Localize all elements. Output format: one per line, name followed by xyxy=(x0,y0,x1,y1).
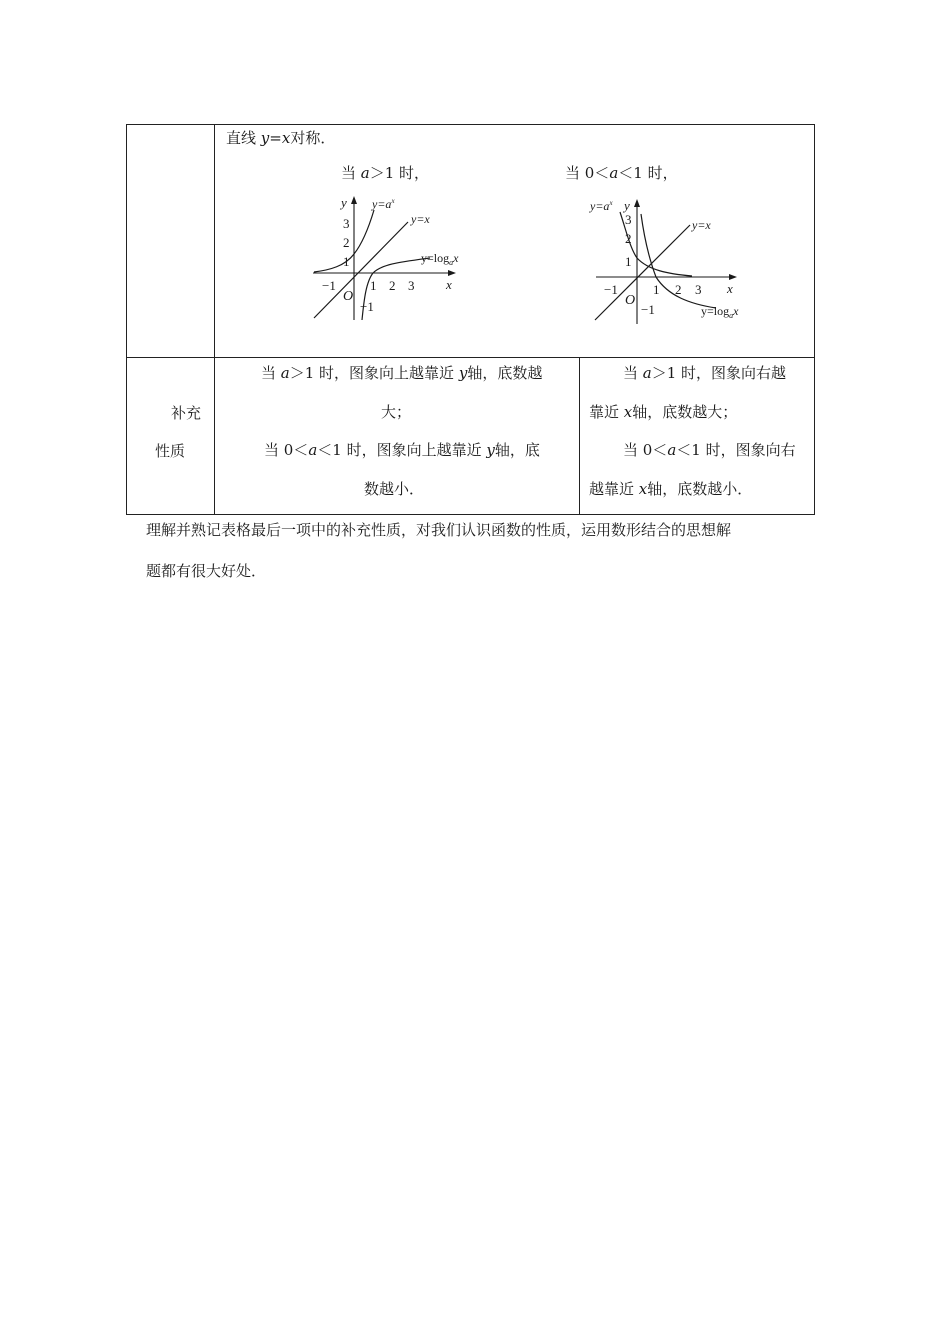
text-span: 靠近 xyxy=(589,403,624,421)
y-tick-1: 1 xyxy=(343,254,350,269)
identity-label: y=x xyxy=(411,212,430,226)
y-tick-2: 2 xyxy=(625,231,632,246)
exp-property-gt1 xyxy=(261,363,542,383)
case-lt1-var: a xyxy=(609,164,619,182)
symmetry-prefix: 直线 xyxy=(226,129,261,147)
y-tick-neg1: −1 xyxy=(641,302,655,317)
case-a-greater-than-1 xyxy=(341,163,429,183)
y-axis-arrow xyxy=(634,199,640,207)
identity-label: y=x xyxy=(692,218,711,232)
case-gt1-suffix: ＞1 时， xyxy=(369,164,430,182)
text-span: 轴，底 xyxy=(494,441,540,459)
y-tick-2: 2 xyxy=(343,235,350,250)
text-span: ＜1 时，图象向上越靠近 xyxy=(317,441,487,459)
logarithm-label: $y=\log_ax$ xyxy=(701,304,739,320)
exp-property-lt1-cont: 数越小． xyxy=(364,480,425,498)
x-tick-2: 2 xyxy=(389,278,396,293)
y-tick-neg1: −1 xyxy=(360,299,374,314)
text-span: 当 xyxy=(261,364,281,382)
exp-property-lt1 xyxy=(264,440,540,460)
y-tick-3: 3 xyxy=(343,216,350,231)
log-property-lt1 xyxy=(623,440,796,460)
text-span: y xyxy=(458,364,468,382)
text-span: x xyxy=(623,403,633,421)
x-tick-neg1: −1 xyxy=(322,278,336,293)
text-span: ＞1 时，图象向上越靠近 xyxy=(289,364,459,382)
x-tick-neg1: −1 xyxy=(604,282,618,297)
text-span: 越靠近 xyxy=(589,480,639,498)
x-tick-3: 3 xyxy=(695,282,702,297)
origin-label: O xyxy=(625,293,636,308)
text-span: 当 0＜ xyxy=(264,441,309,459)
x-axis-label: x xyxy=(446,277,452,292)
text-span: ＞1 时，图象向右越 xyxy=(651,364,787,382)
exp-property-gt1-cont: 大； xyxy=(381,403,412,421)
log-property-gt1-cont xyxy=(589,402,737,422)
y-tick-3: 3 xyxy=(625,212,632,227)
text-span: a xyxy=(642,364,652,382)
x-axis-arrow xyxy=(729,274,737,280)
table-column-divider xyxy=(214,124,215,515)
symmetry-eq-sign: = xyxy=(269,129,282,147)
x-tick-1: 1 xyxy=(653,282,660,297)
text-span: 轴，底数越小． xyxy=(647,480,753,498)
y-axis-arrow xyxy=(351,196,357,204)
case-lt1-prefix: 当 0＜ xyxy=(565,164,610,182)
symmetry-eq-right: x xyxy=(281,129,291,147)
graph-a-greater-than-1 xyxy=(305,190,485,325)
text-span: y xyxy=(486,441,495,459)
symmetry-suffix: 对称． xyxy=(290,129,336,147)
symmetry-statement xyxy=(226,128,335,148)
log-property-gt1 xyxy=(623,363,786,383)
case-lt1-suffix: ＜1 时， xyxy=(618,164,678,182)
text-span: a xyxy=(280,364,290,382)
y-axis-label: y xyxy=(341,195,347,210)
x-axis-arrow xyxy=(448,270,456,276)
text-span: 轴，底数越 xyxy=(467,364,543,382)
note-line-2: 题都有很大好处． xyxy=(146,562,267,580)
case-gt1-var: a xyxy=(360,164,370,182)
exponential-label: $y=a^x$ xyxy=(372,197,395,211)
supplementary-header-line1: 补充 xyxy=(171,404,202,422)
text-span: 轴，底数越大； xyxy=(632,403,738,421)
graph-a-less-than-1 xyxy=(585,190,765,325)
note-line-1: 理解并熟记表格最后一项中的补充性质，对我们认识函数的性质，运用数形结合的思想解 xyxy=(146,521,732,539)
y-tick-1: 1 xyxy=(625,254,632,269)
table-row-divider xyxy=(126,357,815,358)
log-property-lt1-cont xyxy=(589,479,752,499)
text-span: 当 xyxy=(623,364,643,382)
x-axis-label: x xyxy=(727,281,733,296)
text-span: ＜1 时，图象向右 xyxy=(676,441,796,459)
text-span: a xyxy=(308,441,318,459)
supplementary-header-line2: 性质 xyxy=(155,442,186,460)
logarithm-label: $y=\log_ax$ xyxy=(421,251,459,267)
case-gt1-prefix: 当 xyxy=(341,164,361,182)
exponential-label: $y=a^x$ xyxy=(590,199,613,213)
x-tick-3: 3 xyxy=(408,278,415,293)
text-span: 当 0＜ xyxy=(623,441,668,459)
text-span: x xyxy=(638,480,648,498)
x-tick-1: 1 xyxy=(370,278,377,293)
x-tick-2: 2 xyxy=(675,282,682,297)
text-span: a xyxy=(667,441,677,459)
symmetry-eq-left: y xyxy=(260,129,270,147)
case-a-less-than-1 xyxy=(565,163,678,183)
origin-label: O xyxy=(343,289,354,304)
table-cell-divider xyxy=(579,357,580,515)
y-axis-label: y xyxy=(624,198,630,213)
